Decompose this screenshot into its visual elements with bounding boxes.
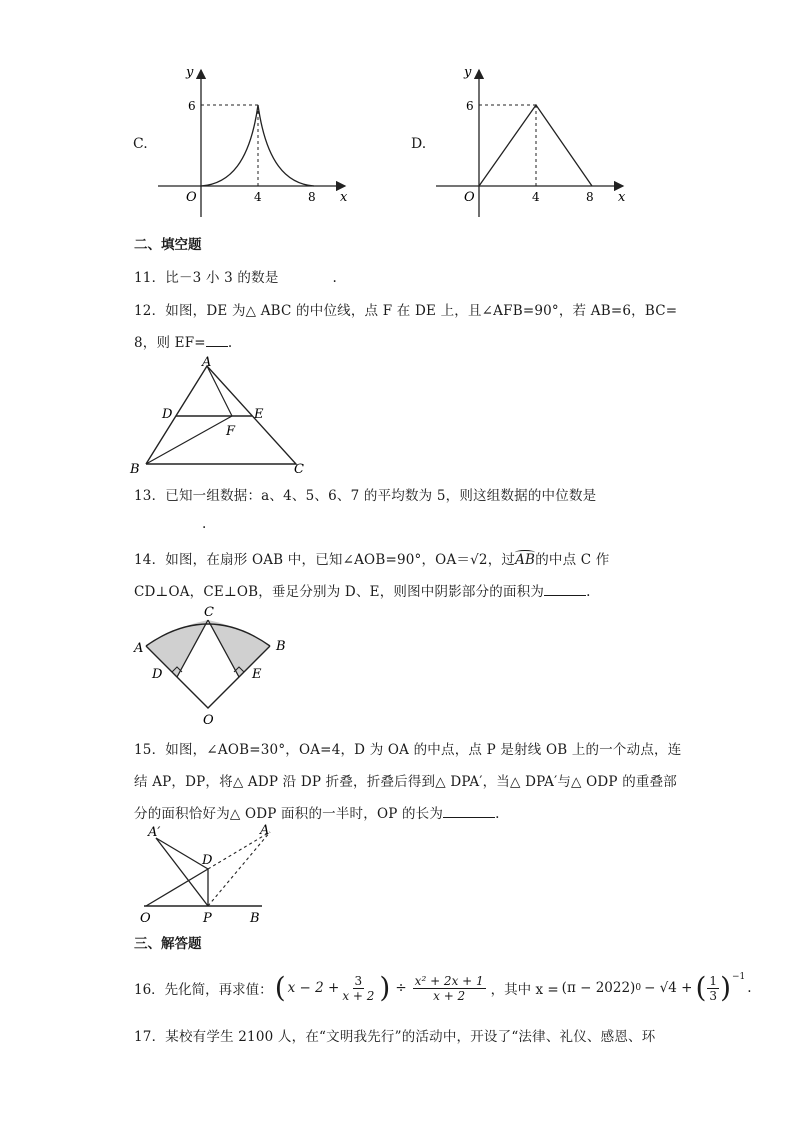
graph-d bbox=[428, 62, 638, 222]
question-15-line1: 15．如图，∠AOB=30°，OA=4，D 为 OA 的中点，点 P 是射线 OB 上的一个动点，连 bbox=[134, 742, 682, 758]
figure-folding bbox=[134, 822, 304, 926]
sqrt-2: √2 bbox=[470, 552, 488, 568]
point-label-a: A bbox=[260, 823, 270, 838]
answer-blank bbox=[544, 583, 586, 596]
fraction-1: $\frac{3}{x + 2}$ bbox=[342, 973, 375, 1003]
axis-y-label: y bbox=[464, 65, 472, 80]
tick-6: 6 bbox=[466, 99, 474, 113]
question-12-line1: 12．如图，DE 为△ ABC 的中位线，点 F 在 DE 上，且∠AFB=90°，若 AB=6，BC= bbox=[134, 303, 678, 319]
question-15-line2: 结 AP，DP，将△ ADP 沿 DP 折叠，折叠后得到△ DPA′，当△ DPA′与△ ODP 的重叠部 bbox=[134, 774, 677, 790]
point-label-e: E bbox=[252, 667, 262, 682]
axis-x-label: x bbox=[618, 190, 626, 205]
section-title-solve: 三、解答题 bbox=[134, 936, 202, 952]
point-label-d: D bbox=[162, 407, 173, 422]
origin-label: O bbox=[186, 190, 197, 205]
graph-c bbox=[150, 62, 360, 222]
question-14-line1: 14．如图，在扇形 OAB 中，已知∠AOB=90°，OA＝√2，过 AB的中点 C 作 bbox=[134, 552, 610, 568]
figure-sector-oab bbox=[130, 602, 300, 726]
tick-4: 4 bbox=[532, 190, 540, 204]
tick-4: 4 bbox=[254, 190, 262, 204]
origin-label: O bbox=[464, 190, 475, 205]
point-label-a: A bbox=[134, 641, 144, 656]
arc-ab: AB bbox=[515, 552, 536, 568]
point-label-d: D bbox=[202, 853, 213, 868]
question-15-line3: 分的面积恰好为△ ODP 面积的一半时，OP 的长为 . bbox=[134, 806, 500, 822]
tick-8: 8 bbox=[586, 190, 594, 204]
point-label-f: F bbox=[226, 424, 236, 439]
axis-y-label: y bbox=[186, 65, 194, 80]
question-13-end: . bbox=[202, 516, 207, 532]
point-label-a: A bbox=[202, 356, 212, 370]
answer-blank bbox=[443, 805, 495, 818]
fraction-2: $\frac{\text{x² + 2x + 1}}{x + 2}$ bbox=[414, 973, 484, 1003]
figure-triangle-abc bbox=[128, 356, 318, 474]
point-label-b: B bbox=[250, 911, 260, 926]
axis-x-label: x bbox=[340, 190, 348, 205]
point-label-b: B bbox=[130, 462, 140, 474]
question-12-line2: 8，则 EF= . bbox=[134, 335, 233, 351]
question-17-line1: 17．某校有学生 2100 人，在“文明我先行”的活动中，开设了“法律、礼仪、感恩、环 bbox=[134, 1029, 656, 1045]
tick-8: 8 bbox=[308, 190, 316, 204]
option-d-label: D. bbox=[411, 136, 427, 152]
point-label-a-prime: A′ bbox=[148, 825, 161, 840]
option-c-label: C. bbox=[133, 136, 148, 152]
point-label-p: P bbox=[203, 911, 212, 926]
question-14-line2: CD⊥OA，CE⊥OB，垂足分别为 D、E，则图中阴影部分的面积为 . bbox=[134, 584, 591, 600]
point-label-o: O bbox=[140, 911, 151, 926]
question-16: 16．先化简，再求值： ( x − 2 + $\frac{3}{x + 2}$ ) ÷ $\frac{\text{x² + 2x + 1}}{x + 2}$ ，其中 x = (π − 2022) 0 − √4 + ( 1 3 ) $^{-1}$ . bbox=[134, 971, 752, 1004]
point-label-o: O bbox=[203, 713, 214, 726]
fraction-3: 1 3 bbox=[709, 973, 718, 1003]
point-label-c: C bbox=[294, 462, 304, 474]
tick-6: 6 bbox=[188, 99, 196, 113]
point-label-b: B bbox=[276, 639, 286, 654]
answer-blank bbox=[206, 334, 228, 347]
point-label-e: E bbox=[254, 407, 264, 422]
question-11: 11．比－3 小 3 的数是 . bbox=[134, 270, 338, 286]
section-title-fill-in: 二、填空题 bbox=[134, 237, 202, 253]
point-label-c: C bbox=[204, 605, 214, 620]
point-label-d: D bbox=[152, 667, 163, 682]
question-13-line1: 13．已知一组数据：a、4、5、6、7 的平均数为 5，则这组数据的中位数是 bbox=[134, 488, 597, 504]
